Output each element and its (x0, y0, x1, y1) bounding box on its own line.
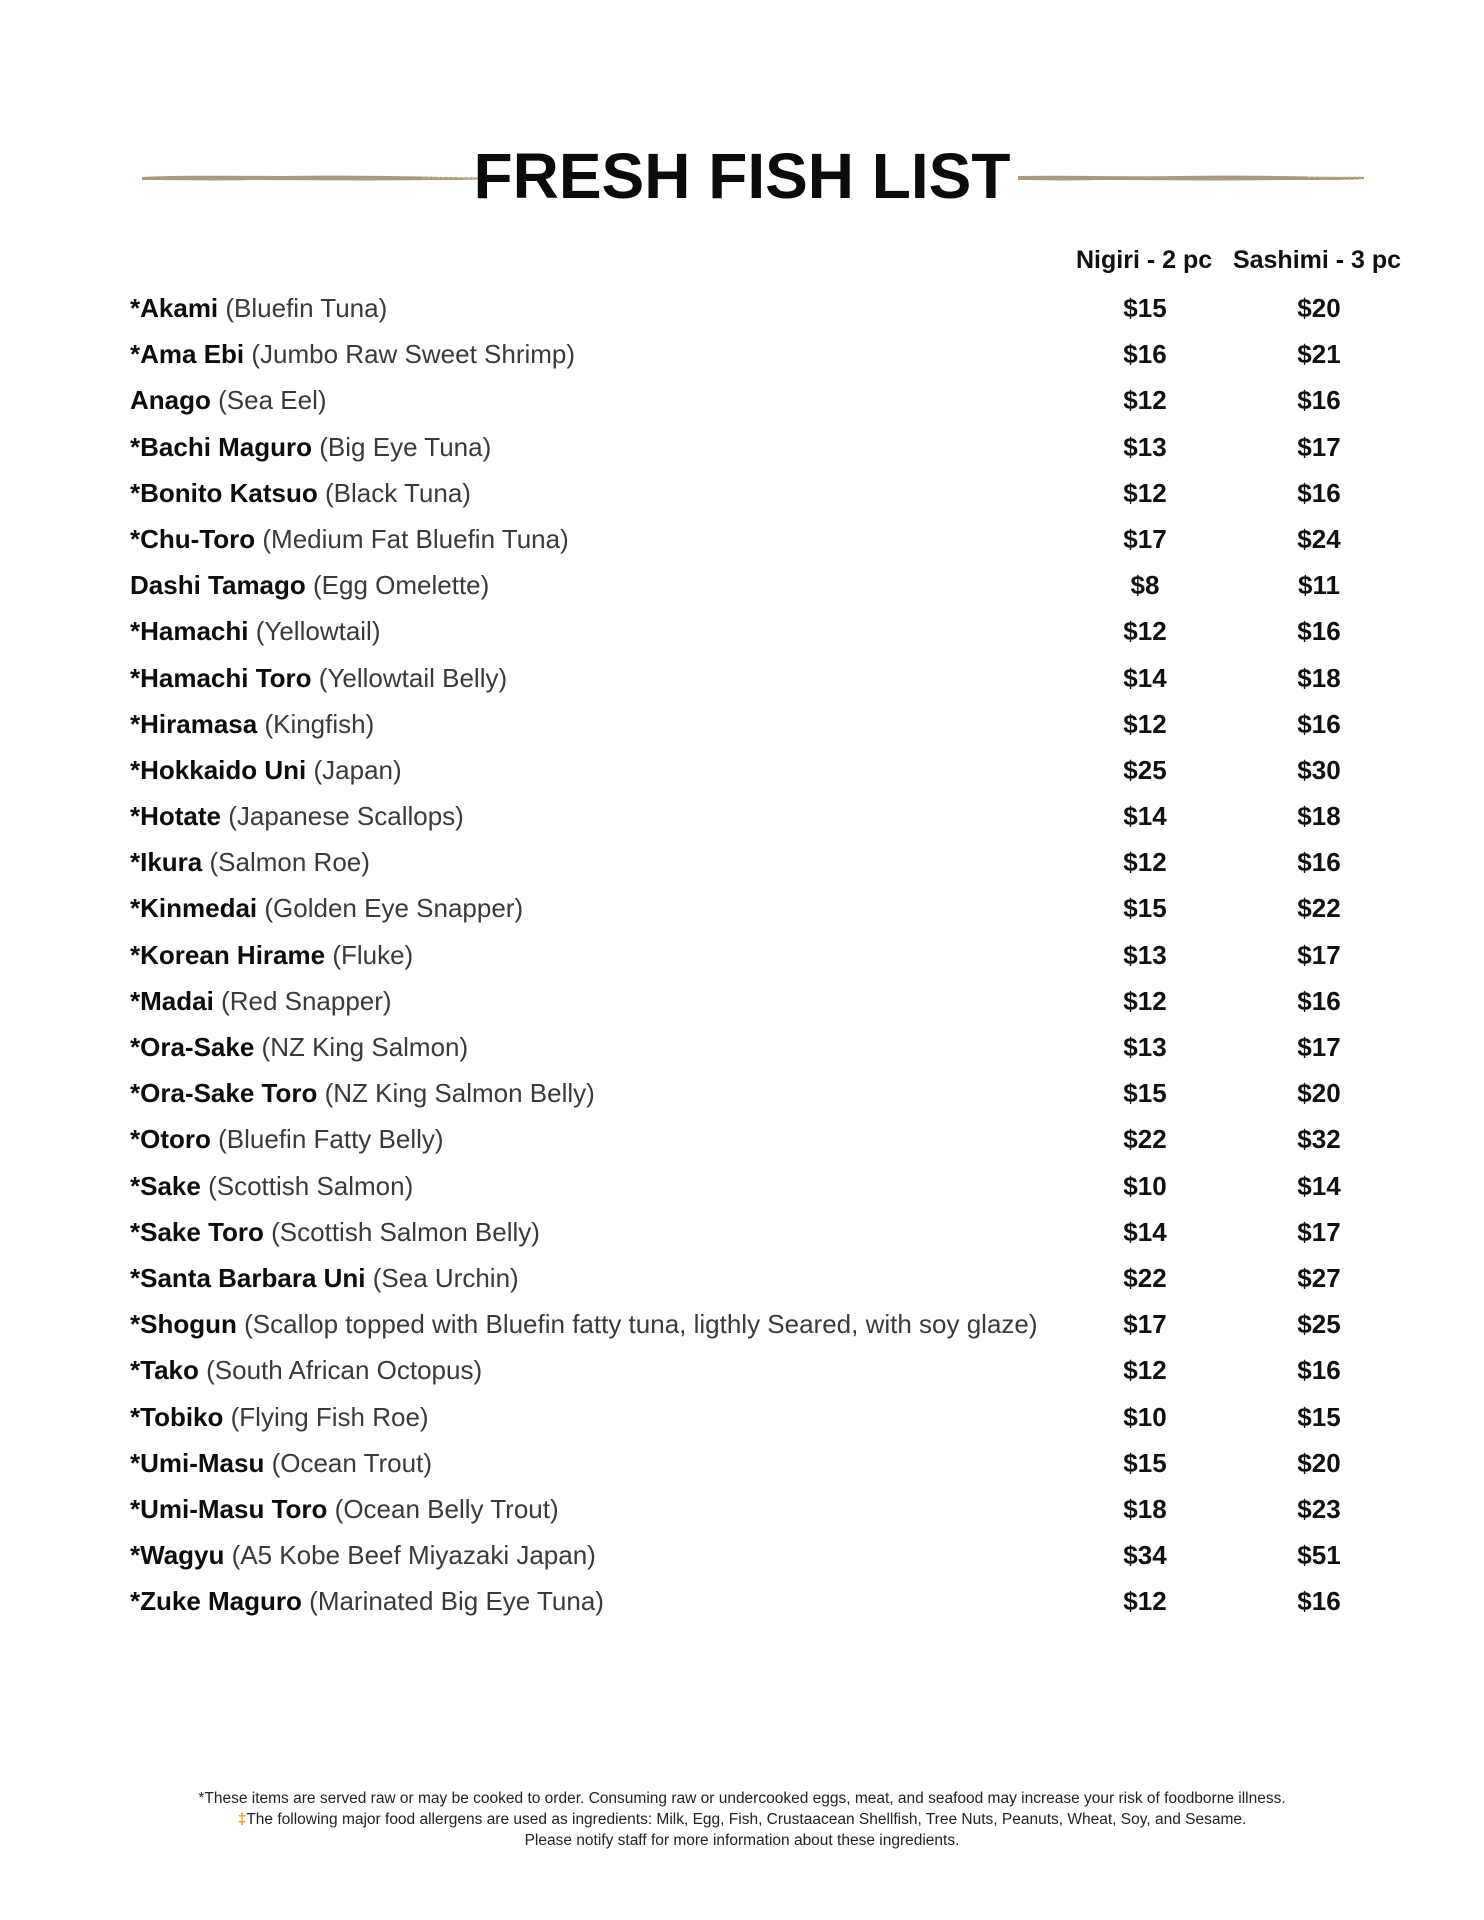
sashimi-price: $21 (1297, 339, 1341, 370)
menu-item-description: (Red Snapper) (221, 985, 392, 1016)
menu-item-description: (Bluefin Tuna) (225, 293, 388, 323)
nigiri-price: $14 (1123, 1216, 1167, 1247)
menu-item-description: (Ocean Belly Trout) (334, 1493, 559, 1524)
sashimi-price: $17 (1297, 1032, 1341, 1062)
menu-item-name: *Ama Ebi (130, 339, 245, 370)
menu-item (130, 1119, 1430, 1165)
nigiri-price: $17 (1123, 1309, 1167, 1340)
sashimi-price: $16 (1297, 477, 1341, 508)
nigiri-price: $10 (1123, 1401, 1167, 1432)
sashimi-price: $20 (1297, 293, 1341, 323)
menu-item (130, 842, 1430, 888)
menu-item-name: *Hamachi Toro (130, 662, 312, 693)
nigiri-price: $12 (1123, 1586, 1167, 1617)
nigiri-price: $12 (1123, 1355, 1167, 1386)
menu-item-description: (Salmon Roe) (209, 847, 370, 878)
column-header-nigiri: Nigiri - 2 pc (1076, 246, 1213, 274)
menu-item (130, 1212, 1430, 1258)
menu-item (130, 1027, 1430, 1073)
menu-item-description: (Japan) (313, 754, 402, 785)
nigiri-price: $13 (1123, 1032, 1167, 1062)
menu-item-description: (Fluke) (332, 939, 414, 970)
menu-item-description: (Marinated Big Eye Tuna) (309, 1586, 604, 1617)
sashimi-price: $17 (1297, 939, 1341, 970)
menu-item-description: (Big Eye Tuna) (319, 431, 492, 462)
menu-item (130, 519, 1430, 565)
menu-item (130, 1304, 1430, 1350)
menu-item (130, 427, 1430, 473)
menu-item (130, 888, 1430, 934)
menu-item (130, 1073, 1430, 1119)
sashimi-price: $14 (1297, 1170, 1341, 1201)
menu-item-description: (NZ King Salmon Belly) (324, 1078, 595, 1109)
menu-item-description: (Yellowtail Belly) (318, 662, 508, 693)
menu-item-description: (NZ King Salmon) (261, 1032, 469, 1062)
allergen-notice: The following major food allergens are used as ingredients: Milk, Egg, Fish, Crustaacean Shellfish, Tree Nuts, Peanuts, Wheat, Soy, and Sesame. (246, 1811, 1247, 1828)
menu-item (130, 611, 1430, 657)
menu-item-name: *Chu-Toro (130, 523, 256, 554)
nigiri-price: $14 (1123, 662, 1167, 693)
menu-item-description: (Ocean Trout) (271, 1447, 432, 1478)
sashimi-price: $25 (1297, 1309, 1341, 1340)
nigiri-price: $15 (1123, 293, 1167, 323)
raw-food-notice: *These items are served raw or may be cooked to order. Consuming raw or undercooked eggs, meat, and seafood may increase your risk of foodborne illness. (198, 1790, 1286, 1807)
nigiri-price: $13 (1123, 431, 1167, 462)
menu-item-name: *Hotate (130, 801, 222, 832)
menu-item-name: *Ikura (130, 847, 203, 878)
header (0, 128, 1484, 228)
menu-item (130, 1535, 1430, 1581)
fish-menu-list (130, 288, 1430, 1627)
menu-item-name: Dashi Tamago (130, 570, 306, 601)
menu-item (130, 380, 1430, 426)
sashimi-price: $16 (1297, 1586, 1341, 1617)
menu-item-name: *Tako (130, 1355, 199, 1386)
nigiri-price: $15 (1123, 1447, 1167, 1478)
menu-item-description: (Scottish Salmon) (208, 1170, 414, 1201)
sashimi-price: $24 (1297, 523, 1341, 554)
sashimi-price: $20 (1297, 1078, 1341, 1109)
menu-item-description: (Flying Fish Roe) (230, 1401, 429, 1432)
menu-item-name: *Bonito Katsuo (130, 477, 318, 508)
menu-item (130, 658, 1430, 704)
menu-item (130, 796, 1430, 842)
sashimi-price: $16 (1297, 847, 1341, 878)
sashimi-price: $22 (1297, 893, 1341, 924)
menu-item-name: *Zuke Maguro (130, 1586, 302, 1617)
menu-item-name: *Bachi Maguro (130, 431, 313, 462)
sashimi-price: $15 (1297, 1401, 1341, 1432)
sashimi-price: $16 (1297, 708, 1341, 739)
menu-item-name: *Santa Barbara Uni (130, 1262, 366, 1293)
menu-item (130, 750, 1430, 796)
menu-item-description: (Kingfish) (264, 708, 375, 739)
menu-item (130, 1258, 1430, 1304)
menu-item (130, 1443, 1430, 1489)
sashimi-price: $30 (1297, 754, 1341, 785)
menu-item-name: *Korean Hirame (130, 939, 326, 970)
nigiri-price: $12 (1123, 847, 1167, 878)
menu-item (130, 473, 1430, 519)
menu-item (130, 1350, 1430, 1396)
menu-item-description: (Medium Fat Bluefin Tuna) (262, 523, 569, 554)
menu-item (130, 1166, 1430, 1212)
menu-item-name: *Hamachi (130, 616, 249, 647)
footer-notes (0, 1788, 1484, 1851)
sashimi-price: $17 (1297, 431, 1341, 462)
sashimi-price: $17 (1297, 1216, 1341, 1247)
menu-item (130, 935, 1430, 981)
page-title: FRESH FISH LIST (473, 140, 1011, 212)
menu-item (130, 1489, 1430, 1535)
sashimi-price: $16 (1297, 385, 1341, 416)
sashimi-price: $18 (1297, 801, 1341, 832)
menu-item-name: *Akami (130, 293, 219, 323)
nigiri-price: $13 (1123, 939, 1167, 970)
allergen-symbol: ‡ (237, 1811, 247, 1828)
nigiri-price: $12 (1123, 385, 1167, 416)
sashimi-price: $16 (1297, 616, 1341, 647)
menu-item-description: (Golden Eye Snapper) (264, 893, 524, 924)
menu-item-name: *Otoro (130, 1124, 211, 1155)
nigiri-price: $8 (1130, 570, 1160, 601)
menu-item-description: (Sea Eel) (218, 385, 327, 416)
menu-item-name: *Kinmedai (130, 893, 258, 924)
nigiri-price: $17 (1123, 523, 1167, 554)
menu-item-description: (South African Octopus) (206, 1355, 483, 1386)
sashimi-price: $51 (1297, 1540, 1341, 1571)
menu-item-name: *Umi-Masu (130, 1447, 265, 1478)
menu-item-name: *Shogun (130, 1309, 237, 1340)
menu-item-description: (Bluefin Fatty Belly) (218, 1124, 444, 1155)
nigiri-price: $34 (1123, 1540, 1167, 1571)
menu-item-name: *Hokkaido Uni (130, 754, 307, 785)
sashimi-price: $18 (1297, 662, 1341, 693)
sashimi-price: $27 (1297, 1262, 1341, 1293)
sashimi-price: $20 (1297, 1447, 1341, 1478)
menu-item-name: *Sake Toro (130, 1216, 264, 1247)
menu-item-description: (Egg Omelette) (313, 570, 490, 601)
nigiri-price: $14 (1123, 801, 1167, 832)
menu-item-name: *Umi-Masu Toro (130, 1493, 328, 1524)
menu-item-description: (Scallop topped with Bluefin fatty tuna, ligthly Seared, with soy glaze) (244, 1309, 1038, 1340)
nigiri-price: $16 (1123, 339, 1167, 370)
menu-item (130, 981, 1430, 1027)
menu-item (130, 704, 1430, 750)
menu-item (130, 1581, 1430, 1627)
nigiri-price: $12 (1123, 708, 1167, 739)
menu-item-description: (Jumbo Raw Sweet Shrimp) (251, 339, 576, 370)
menu-item (130, 565, 1430, 611)
menu-item-name: *Wagyu (130, 1540, 225, 1571)
nigiri-price: $22 (1123, 1124, 1167, 1155)
sashimi-price: $32 (1297, 1124, 1341, 1155)
menu-item-description: (Japanese Scallops) (228, 801, 464, 832)
nigiri-price: $25 (1123, 754, 1167, 785)
nigiri-price: $22 (1123, 1262, 1167, 1293)
menu-item-description: (Scottish Salmon Belly) (271, 1216, 540, 1247)
menu-item (130, 1397, 1430, 1443)
menu-item-name: *Madai (130, 985, 214, 1016)
nigiri-price: $12 (1123, 477, 1167, 508)
menu-item-name: *Hiramasa (130, 708, 258, 739)
nigiri-price: $18 (1123, 1493, 1167, 1524)
menu-item-name: *Ora-Sake Toro (130, 1078, 318, 1109)
sashimi-price: $16 (1297, 1355, 1341, 1386)
nigiri-price: $15 (1123, 1078, 1167, 1109)
menu-item-description: (Yellowtail) (255, 616, 381, 647)
menu-item-description: (A5 Kobe Beef Miyazaki Japan) (231, 1540, 596, 1571)
nigiri-price: $10 (1123, 1170, 1167, 1201)
menu-item-description: (Black Tuna) (325, 477, 471, 508)
staff-notice: Please notify staff for more information about these ingredients. (524, 1832, 960, 1849)
menu-item (130, 288, 1430, 334)
sashimi-price: $16 (1297, 985, 1341, 1016)
menu-item-name: *Tobiko (130, 1401, 224, 1432)
menu-item-name: Anago (130, 385, 211, 416)
allergen-notice-line (0, 1809, 1484, 1830)
nigiri-price: $15 (1123, 893, 1167, 924)
menu-item-name: *Sake (130, 1170, 201, 1201)
menu-item-description: (Sea Urchin) (372, 1262, 519, 1293)
nigiri-price: $12 (1123, 985, 1167, 1016)
column-header-sashimi: Sashimi - 3 pc (1232, 246, 1402, 274)
menu-item (130, 334, 1430, 380)
nigiri-price: $12 (1123, 616, 1167, 647)
brush-stroke-right (1018, 172, 1364, 184)
menu-item-name: *Ora-Sake (130, 1032, 255, 1062)
sashimi-price: $11 (1298, 570, 1340, 601)
sashimi-price: $23 (1297, 1493, 1341, 1524)
